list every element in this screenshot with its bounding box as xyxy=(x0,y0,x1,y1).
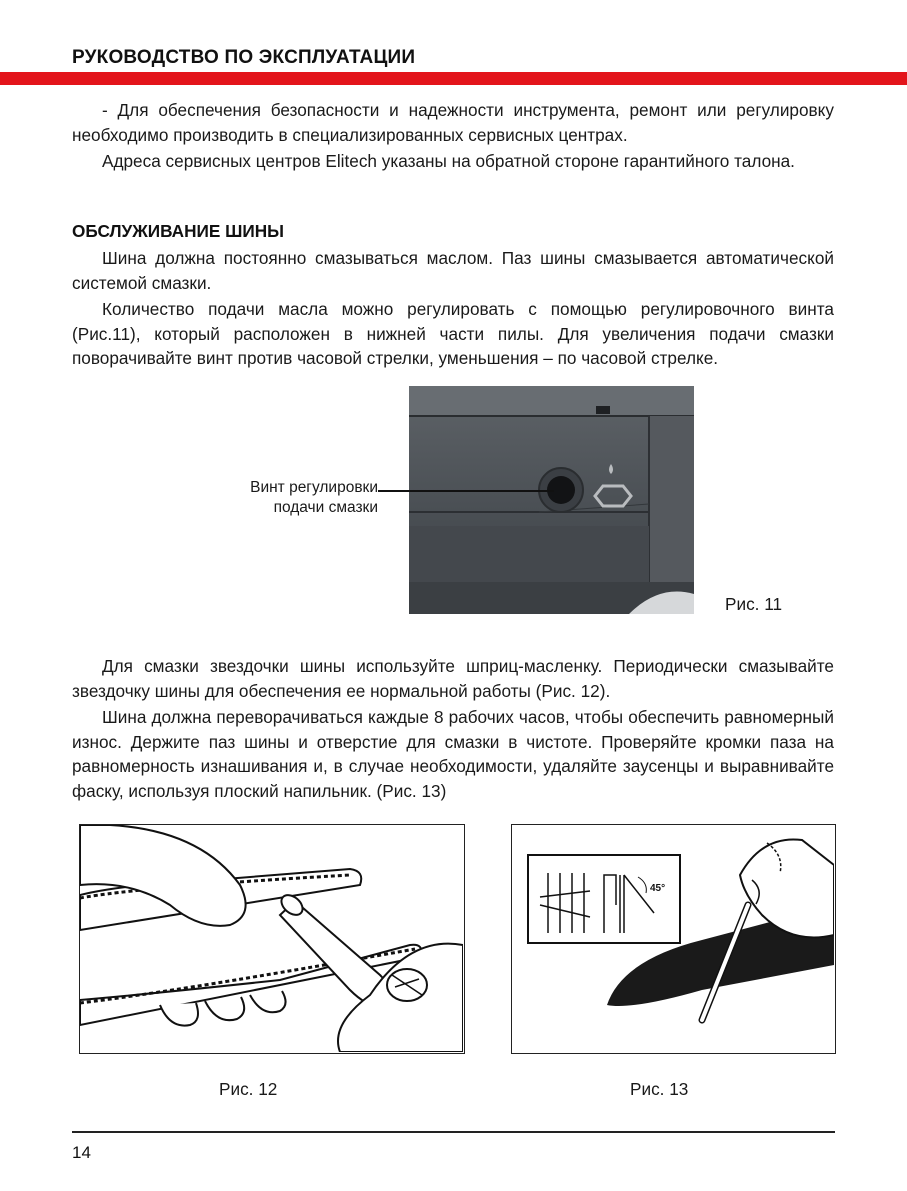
callout-leader-line xyxy=(378,490,554,492)
header-red-bar xyxy=(0,72,907,85)
page-header-title: РУКОВОДСТВО ПО ЭКСПЛУАТАЦИИ xyxy=(72,47,416,68)
figure-13-illustration xyxy=(512,825,834,1052)
body-text-2 xyxy=(72,654,834,803)
figure-12-illustration xyxy=(80,825,463,1052)
intro-text xyxy=(72,98,834,174)
section-paragraph-1: Шина должна постоянно смазываться маслом. Паз шины смазывается автоматической системой смазки. xyxy=(72,248,834,293)
figure-13-frame xyxy=(511,824,836,1054)
section-text xyxy=(72,246,834,371)
figure-11-photo xyxy=(409,386,694,614)
body2-paragraph-2: Шина должна переворачиваться каждые 8 рабочих часов, чтобы обеспечить равномерный износ. Держите паз шины и отверстие для смазки в чистоте. Проверяйте кромки паза на равномерность изнашивания и, в случае необходимости, удаляйте заусенцы и выравнивайте фаску, используя плоский напильник. (Рис. 13) xyxy=(72,707,834,801)
section-title: ОБСЛУЖИВАНИЕ ШИНЫ xyxy=(72,221,284,241)
figure-13-caption: Рис. 13 xyxy=(630,1079,689,1099)
page-number: 14 xyxy=(72,1143,91,1162)
footer-rule xyxy=(72,1131,835,1133)
figure-11-callout xyxy=(212,478,378,518)
intro-paragraph-1: - Для обеспечения безопасности и надежности инструмента, ремонт или регулировку необходимо производить в специализированных сервисных центрах. xyxy=(72,100,834,145)
figure-11-caption: Рис. 11 xyxy=(725,594,783,614)
callout-line-2: подачи смазки xyxy=(273,499,378,516)
intro-paragraph-2: Адреса сервисных центров Elitech указаны на обратной стороне гарантийного талона. xyxy=(102,151,795,171)
angle-label: 45° xyxy=(650,883,666,894)
section-paragraph-2: Количество подачи масла можно регулировать с помощью регулировочного винта (Рис.11), который расположен в нижней части пилы. Для увеличения подачи смазки поворачивайте винт против часовой стрелки, уменьшения – по часовой стрелке. xyxy=(72,299,834,368)
figure-12-caption: Рис. 12 xyxy=(219,1079,278,1099)
body2-paragraph-1: Для смазки звездочки шины используйте шприц-масленку. Периодически смазывайте звездочку шины для обеспечения ее нормальной работы (Рис. 12). xyxy=(72,656,834,701)
figure-12-frame xyxy=(79,824,465,1054)
callout-line-1: Винт регулировки xyxy=(250,479,378,496)
